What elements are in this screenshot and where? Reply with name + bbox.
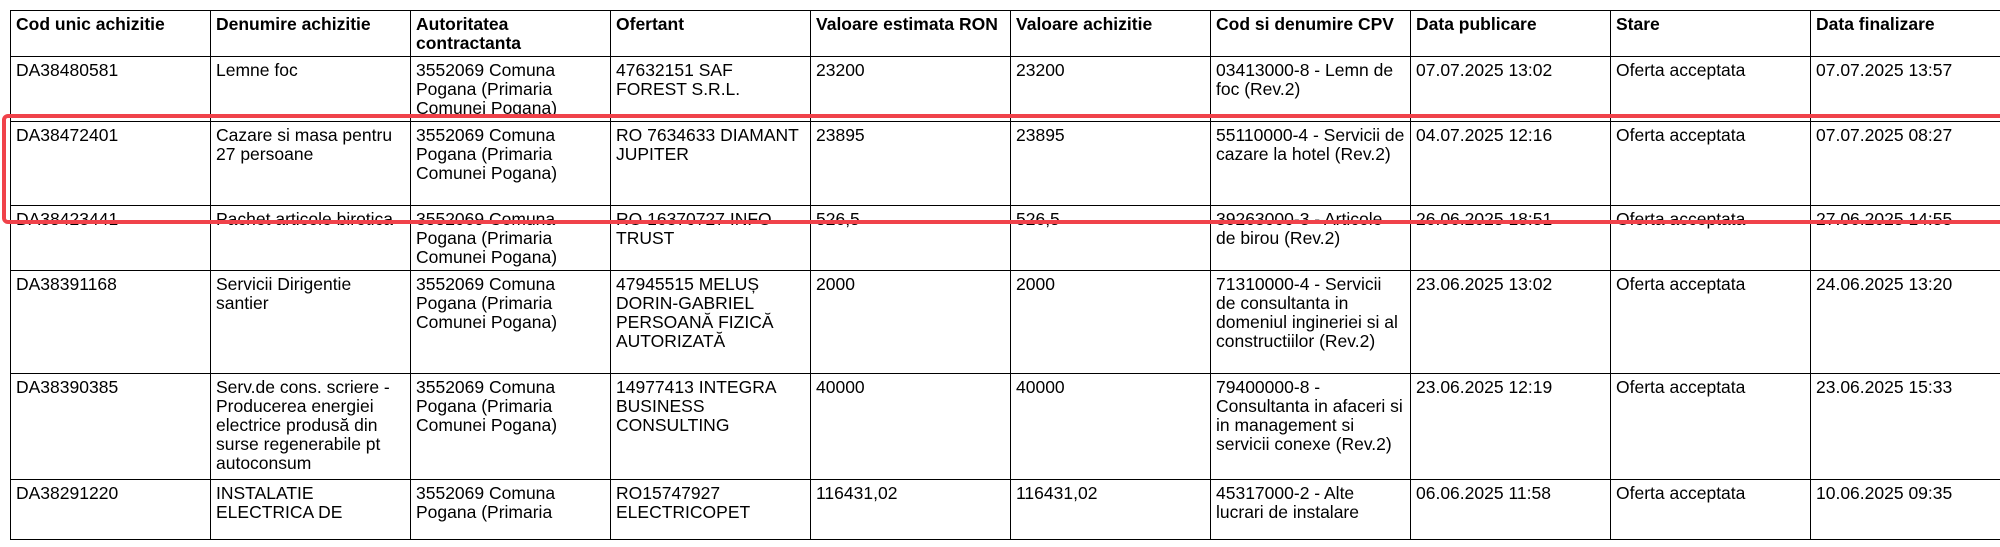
cell-stare: Oferta acceptata	[1611, 271, 1811, 374]
cell-valoare-estimata: 23200	[811, 57, 1011, 122]
cell-autoritate: 3552069 Comuna Pogana (Primaria Comunei Pogana)	[411, 206, 611, 271]
cell-data-finalizare: 07.07.2025 08:27	[1811, 122, 2000, 206]
cell-stare: Oferta acceptata	[1611, 57, 1811, 122]
header-cod: Cod unic achizitie	[11, 11, 211, 57]
cell-ofertant: RO 7634633 DIAMANT JUPITER	[611, 122, 811, 206]
cell-ofertant: 47632151 SAF FOREST S.R.L.	[611, 57, 811, 122]
cell-denumire: Lemne foc	[211, 57, 411, 122]
header-row	[11, 11, 2000, 57]
cell-autoritate: 3552069 Comuna Pogana (Primaria	[411, 480, 611, 540]
table-row	[11, 57, 2000, 122]
cell-data-publicare: 04.07.2025 12:16	[1411, 122, 1611, 206]
cell-data-publicare: 23.06.2025 13:02	[1411, 271, 1611, 374]
header-cpv: Cod si denumire CPV	[1211, 11, 1411, 57]
cell-autoritate: 3552069 Comuna Pogana (Primaria Comunei Pogana)	[411, 271, 611, 374]
cell-ofertant: 14977413 INTEGRA BUSINESS CONSULTING	[611, 374, 811, 480]
cell-autoritate: 3552069 Comuna Pogana (Primaria Comunei Pogana)	[411, 122, 611, 206]
cell-valoare-estimata: 23895	[811, 122, 1011, 206]
cell-data-publicare: 07.07.2025 13:02	[1411, 57, 1611, 122]
header-data-publicare: Data publicare	[1411, 11, 1611, 57]
cell-cpv: 03413000-8 - Lemn de foc (Rev.2)	[1211, 57, 1411, 122]
cell-ofertant: RO15747927 ELECTRICOPET	[611, 480, 811, 540]
cell-stare: Oferta acceptata	[1611, 480, 1811, 540]
cell-denumire: Servicii Dirigentie santier	[211, 271, 411, 374]
cell-valoare-achizitie: 23200	[1011, 57, 1211, 122]
cell-valoare-achizitie: 40000	[1011, 374, 1211, 480]
cell-data-finalizare: 24.06.2025 13:20	[1811, 271, 2000, 374]
cell-valoare-achizitie: 23895	[1011, 122, 1211, 206]
cell-stare: Oferta acceptata	[1611, 206, 1811, 271]
cell-ofertant: RO 16370727 INFO TRUST	[611, 206, 811, 271]
cell-valoare-achizitie: 526,5	[1011, 206, 1211, 271]
header-ofertant: Ofertant	[611, 11, 811, 57]
cell-data-finalizare: 23.06.2025 15:33	[1811, 374, 2000, 480]
procurement-table	[10, 10, 2000, 540]
cell-valoare-achizitie: 2000	[1011, 271, 1211, 374]
cell-stare: Oferta acceptata	[1611, 122, 1811, 206]
cell-valoare-estimata: 2000	[811, 271, 1011, 374]
table-row	[11, 271, 2000, 374]
cell-data-publicare: 06.06.2025 11:58	[1411, 480, 1611, 540]
cell-ofertant: 47945515 MELUȘ DORIN-GABRIEL PERSOANĂ FIZICĂ AUTORIZATĂ	[611, 271, 811, 374]
header-valoare-achizitie: Valoare achizitie	[1011, 11, 1211, 57]
cell-cpv: 55110000-4 - Servicii de cazare la hotel (Rev.2)	[1211, 122, 1411, 206]
table-row	[11, 206, 2000, 271]
cell-cpv: 45317000-2 - Alte lucrari de instalare	[1211, 480, 1411, 540]
cell-autoritate: 3552069 Comuna Pogana (Primaria Comunei Pogana)	[411, 374, 611, 480]
cell-cod: DA38391168	[11, 271, 211, 374]
table-row	[11, 480, 2000, 540]
cell-valoare-estimata: 526,5	[811, 206, 1011, 271]
cell-autoritate: 3552069 Comuna Pogana (Primaria Comunei Pogana)	[411, 57, 611, 122]
header-stare: Stare	[1611, 11, 1811, 57]
cell-denumire: Pachet articole birotica	[211, 206, 411, 271]
table-row	[11, 374, 2000, 480]
cell-valoare-estimata: 40000	[811, 374, 1011, 480]
header-denumire: Denumire achizitie	[211, 11, 411, 57]
cell-cpv: 71310000-4 - Servicii de consultanta in domeniul ingineriei si al constructiilor (Rev.2)	[1211, 271, 1411, 374]
cell-valoare-estimata: 116431,02	[811, 480, 1011, 540]
cell-stare: Oferta acceptata	[1611, 374, 1811, 480]
cell-cpv: 39263000-3 - Articole de birou (Rev.2)	[1211, 206, 1411, 271]
cell-denumire: Cazare si masa pentru 27 persoane	[211, 122, 411, 206]
cell-denumire: Serv.de cons. scriere - Producerea energiei electrice produsă din surse regenerabile pt autoconsum	[211, 374, 411, 480]
cell-valoare-achizitie: 116431,02	[1011, 480, 1211, 540]
header-autoritate: Autoritatea contractanta	[411, 11, 611, 57]
cell-data-publicare: 23.06.2025 12:19	[1411, 374, 1611, 480]
cell-cpv: 79400000-8 - Consultanta in afaceri si in management si servicii conexe (Rev.2)	[1211, 374, 1411, 480]
cell-cod: DA38423441	[11, 206, 211, 271]
cell-cod: DA38291220	[11, 480, 211, 540]
cell-data-publicare: 26.06.2025 18:51	[1411, 206, 1611, 271]
cell-data-finalizare: 07.07.2025 13:57	[1811, 57, 2000, 122]
cell-denumire: INSTALATIE ELECTRICA DE	[211, 480, 411, 540]
cell-cod: DA38480581	[11, 57, 211, 122]
cell-data-finalizare: 10.06.2025 09:35	[1811, 480, 2000, 540]
cell-cod: DA38472401	[11, 122, 211, 206]
cell-cod: DA38390385	[11, 374, 211, 480]
table-row	[11, 122, 2000, 206]
cell-data-finalizare: 27.06.2025 14:55	[1811, 206, 2000, 271]
header-data-finalizare: Data finalizare	[1811, 11, 2000, 57]
header-valoare-estimata: Valoare estimata RON	[811, 11, 1011, 57]
